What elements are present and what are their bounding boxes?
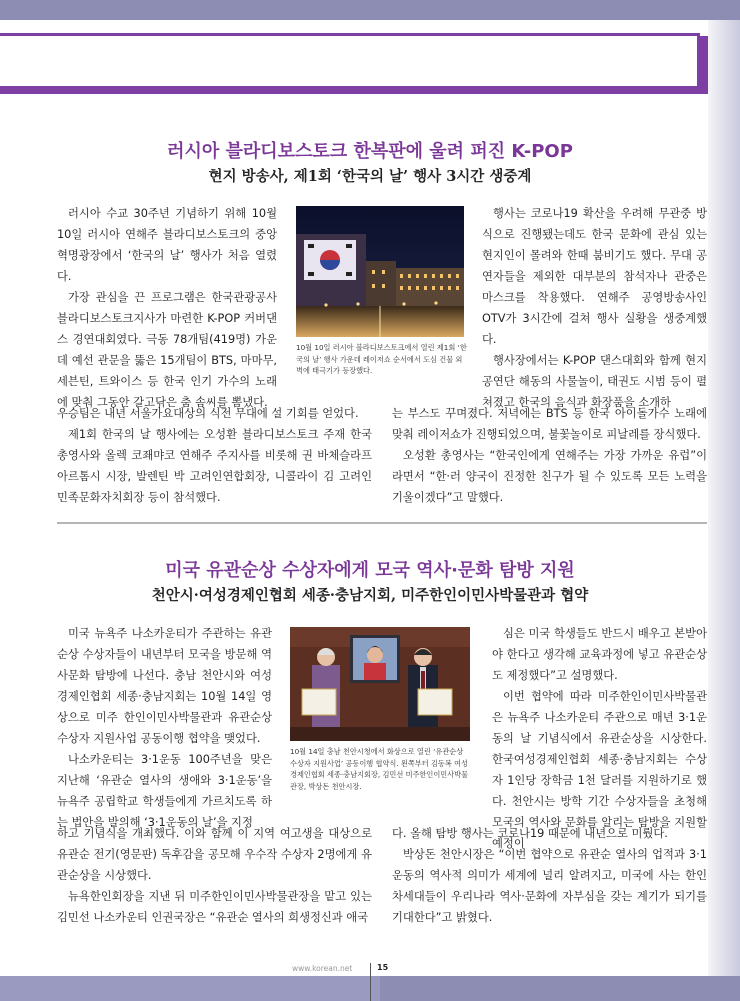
paragraph: 다. 올해 탐방 행사는 코로나19 때문에 내년으로 미뤘다. xyxy=(392,827,668,840)
paragraph: 행사장에서는 K-POP 댄스대회와 함께 현지 공연단 해동의 사물놀이, 태권도 시범 등이 펼쳐졌고 한국의 음식과 화장품을 소개하 xyxy=(482,354,707,409)
paragraph: 미국 뉴욕주 나소카운티가 주관하는 유관순상 수상자들이 내년부터 모국을 방문해 역사문화 탐방에 나선다. 충남 천안시와 여성경제인협회 세종·충남지회는 10월 14일 영상으로 미주 한인이민사박물관과 유관순상 수상자 지원사업 공동이행 협약을 맺었다. xyxy=(57,627,272,745)
footer-url: www.korean.net xyxy=(292,964,353,973)
article1-column-right-lower xyxy=(392,403,707,508)
article2-column-left xyxy=(57,623,272,833)
paragraph: 행사는 코로나19 확산을 우려해 무관중 방식으로 진행됐는데도 한국 문화에 관심 있는 현지인이 몰려와 한때 붐비기도 했다. 무대 공연자들을 제외한 대부분의 참석자나 관중은 마스크를 착용했다. 연해주 공영방송사인 OTV가 3시간에 걸쳐 행사 실황을 생중계했다. xyxy=(482,207,707,346)
paragraph: 가장 관심을 끈 프로그램은 한국관광공사 블라디보스토크지사가 마련한 K-POP 커버댄스 경연대회였다. 극동 78개팀(419명) 가운데 예선 관문을 뚫은 15개팀이 BTS, 마마무, 세븐틴, 트와이스 등 한국 인기 가수의 노래에 맞춰 그동안 갈고닦은 춤 솜씨를 뽐냈다. xyxy=(57,291,277,409)
article2-column-right xyxy=(492,623,707,854)
article1-photo-caption: 10월 10일 러시아 블라디보스토크에서 열린 제1회 ‘한국의 날’ 행사 가운데 레이저쇼 순서에서 도심 건물 외벽에 태극기가 등장했다. xyxy=(296,343,467,375)
paragraph: 박상돈 천안시장은 “이번 협약으로 유관순 열사의 업적과 3·1운동의 역사적 의미가 세계에 널리 알려지고, 미국에 사는 한인 차세대들이 우리나라 역사·문화에 자부심을 갖는 계기가 되기를 기대한다”고 밝혔다. xyxy=(392,848,707,924)
paragraph: 러시아 수교 30주년 기념하기 위해 10월 10일 러시아 연해주 블라디보스토크의 중앙혁명광장에서 ‘한국의 날’ 행사가 처음 열렸다. xyxy=(57,207,277,283)
article1-column-left-lower xyxy=(57,403,372,508)
article2-subtitle: 천안시·여성경제인협회 세종·충남지회, 미주한인이민사박물관과 협약 xyxy=(151,587,589,604)
bottom-frame-bar-segment xyxy=(0,976,380,1001)
article1-column-right xyxy=(482,203,707,413)
article2-column-right-lower xyxy=(392,823,707,928)
article2-photo-caption: 10월 14일 충남 천안시청에서 화상으로 열린 ‘유관순상 수상자 지원사업’ 공동이행 협약식. 왼쪽부터 김동복 여성경제인협회 세종·충남지회장, 김민선 미주한인이민사박물관장, 박상돈 천안시장. xyxy=(290,747,469,791)
header-banner xyxy=(0,33,700,89)
article1-title: 러시아 블라디보스토크 한복판에 울려 퍼진 K-POP xyxy=(167,141,573,162)
article2-column-left-lower xyxy=(57,823,372,928)
article1-photo-laser-show xyxy=(296,206,464,337)
paragraph: 우승팀은 내년 서울가요대상의 식전 무대에 설 기회를 얻었다. xyxy=(57,407,359,420)
paragraph: 심은 미국 학생들도 반드시 배우고 본받아야 한다고 생각해 교육과정에 넣고 유관순상도 제정했다”고 설명했다. xyxy=(492,627,707,682)
article2-title: 미국 유관순상 수상자에게 모국 역사·문화 탐방 지원 xyxy=(165,560,575,581)
article1-column-left xyxy=(57,203,277,413)
article1-subtitle: 현지 방송사, 제1회 ‘한국의 날’ 행사 3시간 생중계 xyxy=(208,168,532,185)
paragraph: 는 부스도 꾸며졌다. 저녁에는 BTS 등 한국 아이돌가수 노래에 맞춰 레이저쇼가 진행되었으며, 불꽃놀이로 피날레를 장식했다. xyxy=(392,407,707,441)
paragraph: 오성환 총영사는 “한국인에게 연해주는 가장 가까운 유럽”이라면서 “한·러 양국이 진정한 친구가 될 수 있도록 모든 노력을 기울이겠다”고 말했다. xyxy=(392,449,707,504)
right-edge-strip xyxy=(708,20,740,1001)
paragraph: 이번 협약에 따라 미주한인이민사박물관은 뉴욕주 나소카운티 주관으로 매년 3·1운동의 날 기념식에서 유관순상을 시상한다. 한국여성경제인협회 세종·충남지회는 수상자 1인당 장학금 1천 달러를 지원하기로 했다. 천안시는 방학 기간 수상자들을 초청해 모국의 역사와 문화를 알리는 탐방을 지원할 예정이 xyxy=(492,690,707,850)
article2-photo-signing-ceremony xyxy=(290,627,470,741)
paragraph: 하고 기념식을 개최했다. 이와 함께 이 지역 여고생을 대상으로 유관순 전기(영문판) 독후감을 공모해 우수작 수상자 2명에게 유관순상을 시상했다. xyxy=(57,827,372,882)
footer-separator xyxy=(370,963,371,1001)
paragraph: 나소카운티는 3·1운동 100주년을 맞은 지난해 ‘유관순 열사의 생애와 3·1운동’을 뉴욕주 공립학교 학생들에게 가르치도록 하는 법안을 발의해 ‘3·1운동의 날’을 지정 xyxy=(57,753,272,829)
top-frame-bar xyxy=(0,0,740,20)
paragraph: 뉴욕한인회장을 지낸 뒤 미주한인이민사박물관장을 맡고 있는 김민선 나소카운티 인권국장은 “유관순 열사의 희생정신과 애국 xyxy=(57,890,372,924)
paragraph: 제1회 한국의 날 행사에는 오성환 블라디보스토크 주재 한국총영사와 올렉 코좨먀코 연해주 주지사를 비롯해 권 바체슬라프 아르톰시 시장, 발렌틴 박 고려인연합회장, 니콜라이 김 고려인민족문화자치회장 등이 참석했다. xyxy=(57,428,372,504)
page-number: 15 xyxy=(377,963,389,972)
section-divider xyxy=(57,522,707,524)
